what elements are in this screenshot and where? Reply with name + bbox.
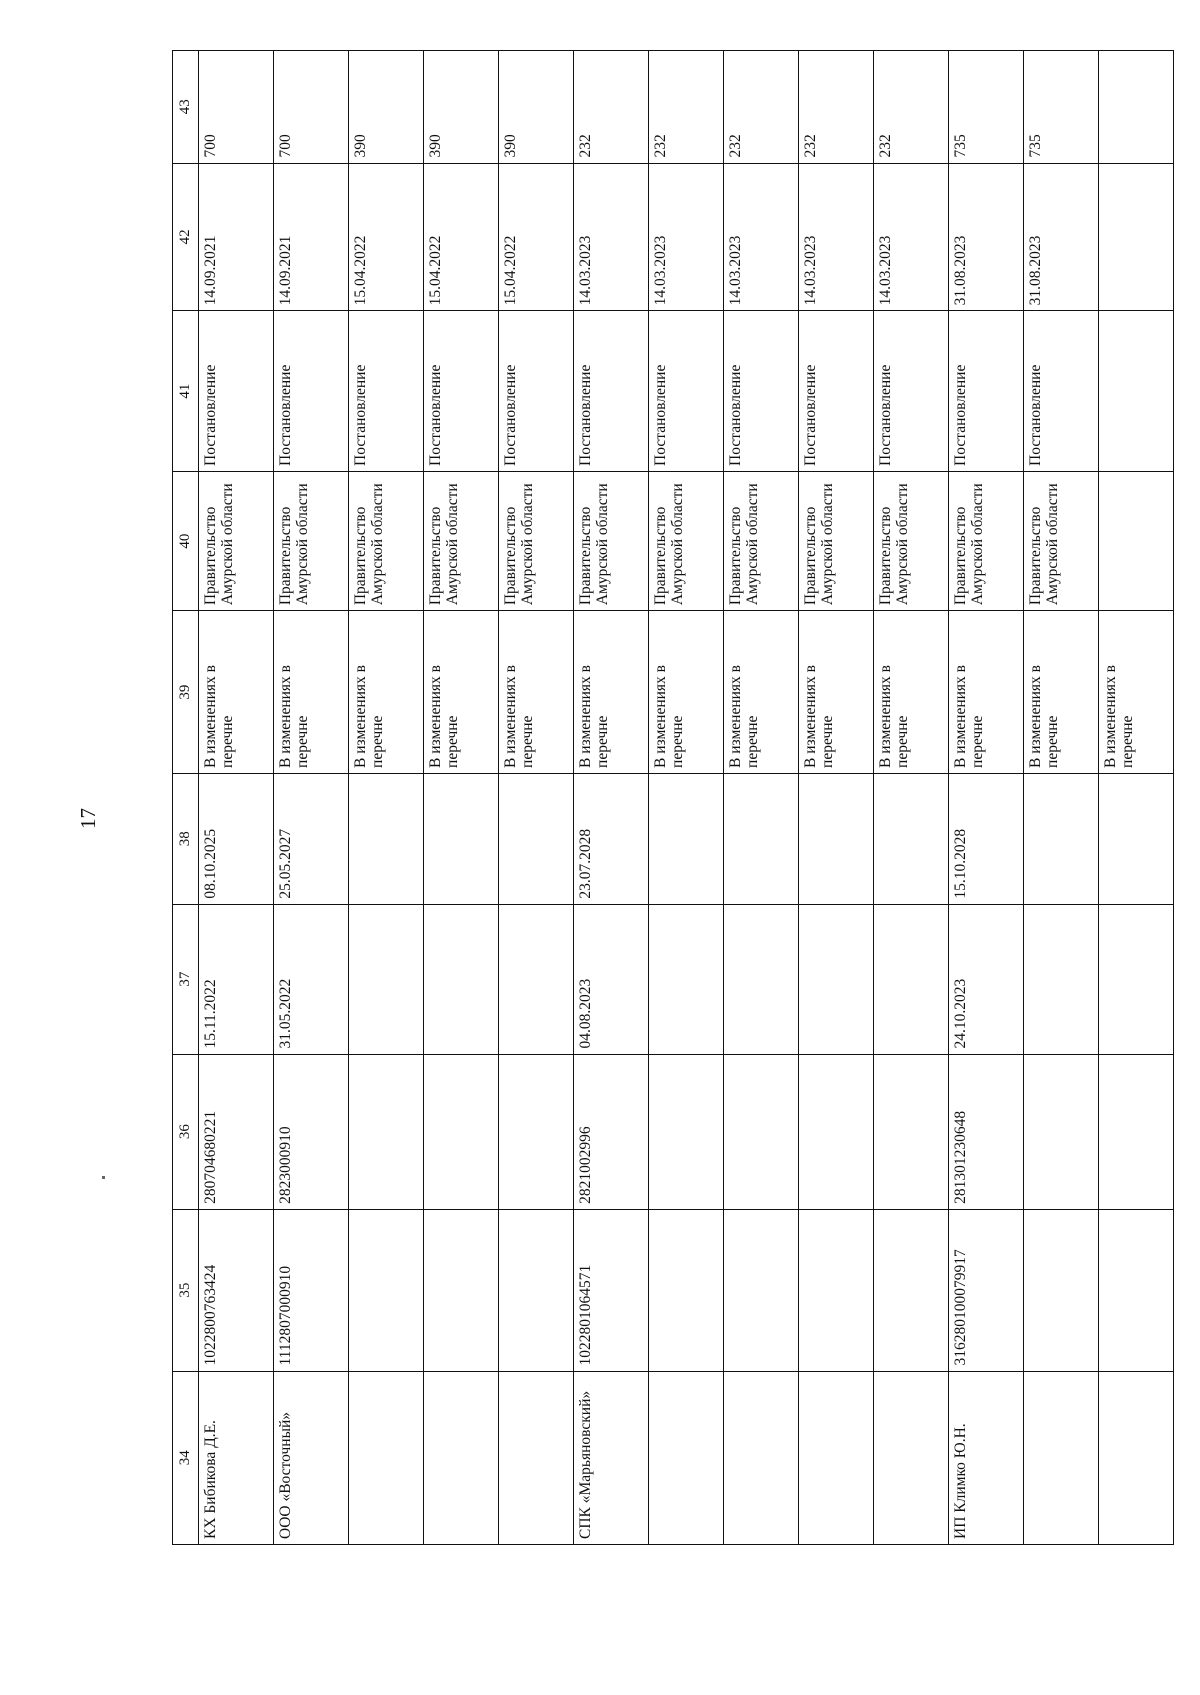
table-cell: Правительство Амурской области — [574, 471, 649, 610]
table-cell — [1099, 1054, 1174, 1209]
table-cell: 1022800763424 — [199, 1209, 274, 1371]
table-cell: Постановление — [724, 311, 799, 472]
table-cell: 15.04.2022 — [424, 163, 499, 311]
table-cell: 700 — [274, 51, 349, 164]
table-cell: В изменениях в перечне — [1024, 611, 1099, 774]
column-header: 35 — [173, 1209, 199, 1371]
table-cell: В изменениях в перечне — [799, 611, 874, 774]
table-cell: 24.10.2023 — [949, 904, 1024, 1054]
table-cell: 316280100079917 — [949, 1209, 1024, 1371]
table-cell — [874, 1054, 949, 1209]
table-cell — [1024, 1371, 1099, 1544]
table-row — [574, 51, 649, 1545]
table-row — [499, 51, 574, 1545]
table-cell — [499, 904, 574, 1054]
table-cell: 735 — [1024, 51, 1099, 164]
table-cell — [874, 904, 949, 1054]
table-cell — [724, 773, 799, 904]
table-cell — [499, 773, 574, 904]
table-cell: 232 — [799, 51, 874, 164]
scan-speck — [102, 1176, 105, 1179]
table-body — [199, 51, 1174, 1545]
table-cell: 14.03.2023 — [649, 163, 724, 311]
table-cell: 14.03.2023 — [574, 163, 649, 311]
table-cell: 390 — [499, 51, 574, 164]
table-cell — [874, 1209, 949, 1371]
table-cell: 281301230648 — [949, 1054, 1024, 1209]
table-cell: 04.08.2023 — [574, 904, 649, 1054]
table-cell: 280704680221 — [199, 1054, 274, 1209]
table-cell: Постановление — [799, 311, 874, 472]
table-cell — [1024, 773, 1099, 904]
table-row — [799, 51, 874, 1545]
table-row — [349, 51, 424, 1545]
table-cell: Постановление — [274, 311, 349, 472]
table-row — [424, 51, 499, 1545]
table-cell — [349, 1209, 424, 1371]
table-cell: 31.08.2023 — [1024, 163, 1099, 311]
table-cell — [799, 1371, 874, 1544]
table-cell: Постановление — [499, 311, 574, 472]
table-cell — [724, 904, 799, 1054]
column-header: 37 — [173, 904, 199, 1054]
table-cell: 14.03.2023 — [799, 163, 874, 311]
table-cell — [1099, 1371, 1174, 1544]
table-cell — [724, 1209, 799, 1371]
table-cell — [1024, 1209, 1099, 1371]
table-cell — [349, 1054, 424, 1209]
table-row — [649, 51, 724, 1545]
table-row — [724, 51, 799, 1545]
table-cell: ИП Климко Ю.Н. — [949, 1371, 1024, 1544]
table-row — [1024, 51, 1099, 1545]
table-cell: 232 — [724, 51, 799, 164]
table-cell: Правительство Амурской области — [424, 471, 499, 610]
table-cell: 25.05.2027 — [274, 773, 349, 904]
table-cell: 15.10.2028 — [949, 773, 1024, 904]
column-header: 40 — [173, 471, 199, 610]
table-cell: В изменениях в перечне — [724, 611, 799, 774]
table-cell: В изменениях в перечне — [349, 611, 424, 774]
table-cell: Правительство Амурской области — [1024, 471, 1099, 610]
table-cell: Постановление — [574, 311, 649, 472]
table-cell: В изменениях в перечне — [874, 611, 949, 774]
table-cell: В изменениях в перечне — [574, 611, 649, 774]
table-cell — [1099, 51, 1174, 164]
header-row — [173, 51, 199, 1545]
table-cell — [424, 1054, 499, 1209]
table-cell: 14.09.2021 — [274, 163, 349, 311]
table-cell — [799, 773, 874, 904]
table-row — [1099, 51, 1174, 1545]
table-cell: 232 — [874, 51, 949, 164]
page-number: 17 — [76, 808, 100, 829]
table-cell: Правительство Амурской области — [874, 471, 949, 610]
table-cell: Постановление — [649, 311, 724, 472]
table-cell: 390 — [424, 51, 499, 164]
table-cell: 232 — [574, 51, 649, 164]
table-cell: 31.08.2023 — [949, 163, 1024, 311]
table-cell: Постановление — [949, 311, 1024, 472]
table-cell: 23.07.2028 — [574, 773, 649, 904]
table-cell — [1099, 1209, 1174, 1371]
table-cell: 14.09.2021 — [199, 163, 274, 311]
table-cell: 14.03.2023 — [724, 163, 799, 311]
table-cell — [799, 904, 874, 1054]
table-row — [949, 51, 1024, 1545]
table-cell — [799, 1054, 874, 1209]
table-cell — [424, 904, 499, 1054]
table-cell: 15.04.2022 — [349, 163, 424, 311]
table-cell: Постановление — [349, 311, 424, 472]
register-table — [172, 50, 1174, 1545]
table-cell — [649, 904, 724, 1054]
table-cell: Постановление — [874, 311, 949, 472]
table-cell — [724, 1054, 799, 1209]
table-cell — [349, 904, 424, 1054]
column-header: 43 — [173, 51, 199, 164]
table-cell: Правительство Амурской области — [649, 471, 724, 610]
table-cell: 08.10.2025 — [199, 773, 274, 904]
table-cell: Правительство Амурской области — [349, 471, 424, 610]
table-cell: В изменениях в перечне — [199, 611, 274, 774]
table-cell: 1022801064571 — [574, 1209, 649, 1371]
table-cell — [1099, 311, 1174, 472]
table-container — [172, 50, 1136, 1545]
table-cell: 31.05.2022 — [274, 904, 349, 1054]
column-header: 42 — [173, 163, 199, 311]
table-cell — [1099, 163, 1174, 311]
table-cell — [1024, 904, 1099, 1054]
table-cell: В изменениях в перечне — [499, 611, 574, 774]
table-cell: Постановление — [1024, 311, 1099, 472]
column-header: 39 — [173, 611, 199, 774]
table-cell — [1099, 904, 1174, 1054]
table-cell — [499, 1371, 574, 1544]
table-cell: 2821002996 — [574, 1054, 649, 1209]
table-cell — [649, 1209, 724, 1371]
table-cell — [874, 1371, 949, 1544]
table-cell — [424, 773, 499, 904]
column-header: 34 — [173, 1371, 199, 1544]
table-cell — [349, 773, 424, 904]
table-cell: 700 — [199, 51, 274, 164]
table-cell — [1099, 773, 1174, 904]
table-cell: Правительство Амурской области — [724, 471, 799, 610]
table-cell — [874, 773, 949, 904]
table-cell: В изменениях в перечне — [649, 611, 724, 774]
table-cell — [649, 773, 724, 904]
table-cell: 390 — [349, 51, 424, 164]
table-cell — [499, 1209, 574, 1371]
table-cell: Правительство Амурской области — [274, 471, 349, 610]
table-cell: КХ Бибикова Д.Е. — [199, 1371, 274, 1544]
table-cell: 15.04.2022 — [499, 163, 574, 311]
table-row — [274, 51, 349, 1545]
table-cell: Постановление — [199, 311, 274, 472]
table-cell: 735 — [949, 51, 1024, 164]
column-header: 41 — [173, 311, 199, 472]
table-cell — [1024, 1054, 1099, 1209]
table-cell — [649, 1054, 724, 1209]
table-cell: Правительство Амурской области — [949, 471, 1024, 610]
table-cell: Правительство Амурской области — [499, 471, 574, 610]
table-cell: 2823000910 — [274, 1054, 349, 1209]
table-row — [199, 51, 274, 1545]
table-cell — [424, 1371, 499, 1544]
table-cell — [349, 1371, 424, 1544]
table-cell: Правительство Амурской области — [799, 471, 874, 610]
table-cell: В изменениях в перечне — [424, 611, 499, 774]
column-header: 38 — [173, 773, 199, 904]
table-cell — [724, 1371, 799, 1544]
table-cell: ООО «Восточный» — [274, 1371, 349, 1544]
table-cell: В изменениях в перечне — [274, 611, 349, 774]
table-cell: 15.11.2022 — [199, 904, 274, 1054]
table-header — [173, 51, 199, 1545]
table-cell: 1112807000910 — [274, 1209, 349, 1371]
table-cell — [649, 1371, 724, 1544]
table-cell — [424, 1209, 499, 1371]
table-cell: Постановление — [424, 311, 499, 472]
table-cell: Правительство Амурской области — [199, 471, 274, 610]
table-cell — [1099, 471, 1174, 610]
table-cell: В изменениях в перечне — [1099, 611, 1174, 774]
table-cell: СПК «Марьяновский» — [574, 1371, 649, 1544]
column-header: 36 — [173, 1054, 199, 1209]
table-cell — [499, 1054, 574, 1209]
table-cell — [799, 1209, 874, 1371]
table-cell: 14.03.2023 — [874, 163, 949, 311]
table-cell: 232 — [649, 51, 724, 164]
table-cell: В изменениях в перечне — [949, 611, 1024, 774]
table-row — [874, 51, 949, 1545]
